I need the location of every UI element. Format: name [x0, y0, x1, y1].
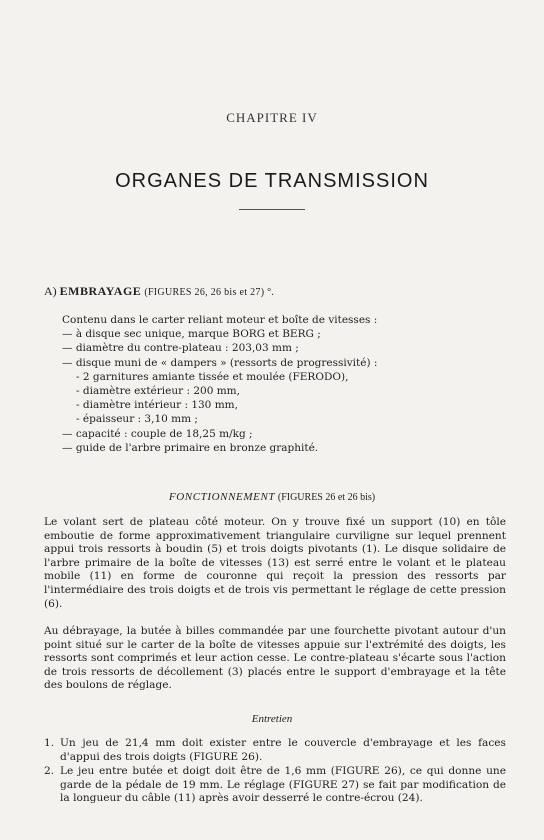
paragraph: Le volant sert de plateau côté moteur. On y trouve fixé un support (10) en tôle emboutie de forme approximativement triangulaire curviligne sur lequel prennent appui trois ressorts à boudin (5) et trois doigts pivotants (1). Le disque solidaire de l'arbre primaire de la boîte de vitesses (13) est serré entre le volant et le plateau mobile (11) en forme de couronne qui reçoit la pression des ressorts par l'intermédiaire des trois doigts et de trois vis permettant le réglage de cette pression (6).: [44, 516, 506, 610]
section-ref: (FIGURES 26, 26 bis et 27) °.: [144, 287, 275, 298]
list-text: Un jeu de 21,4 mm doit exister entre le couvercle d'embrayage et les faces d'appui des trois doigts (FIGURE 26).: [60, 737, 506, 763]
entretien-heading: Entretien: [251, 713, 293, 725]
spec-subline: - épaisseur : 3,10 mm ;: [76, 413, 198, 426]
section-name: EMBRAYAGE: [59, 284, 142, 298]
list-item: [44, 737, 506, 764]
page-title: ORGANES DE TRANSMISSION: [115, 170, 429, 192]
list-number: 1.: [44, 737, 55, 749]
entretien-list: [44, 737, 506, 807]
title-rule: [239, 209, 305, 210]
spec-line: — diamètre du contre-plateau : 203,03 mm ;: [62, 342, 299, 355]
section-prefix: A): [44, 284, 57, 298]
spec-list: [62, 313, 522, 455]
fonctionnement-heading: [0, 491, 544, 503]
spec-line: Contenu dans le carter reliant moteur et boîte de vitesses :: [62, 314, 378, 326]
list-number: 2.: [44, 765, 55, 778]
paragraph: Au débrayage, la butée à billes commandée par une fourchette pivotant autour d'un point situé sur le carter de la boîte de vitesses appuie sur l'extrémité des doigts, les ressorts sont comprimés et leur action cesse. Le contre-plateau s'écarte sous l'action de trois ressorts de décollement (3) placés entre le support d'embrayage et la tête des boulons de réglage.: [44, 625, 506, 692]
spec-line: — capacité : couple de 18,25 m/kg ;: [62, 427, 253, 440]
spec-line: — disque muni de « dampers » (ressorts de progressivité) :: [62, 356, 378, 369]
spec-line: — à disque sec unique, marque BORG et BERG ;: [62, 328, 321, 341]
list-item: [44, 765, 506, 806]
spec-subline: - 2 garnitures amiante tissée et moulée (FERODO),: [76, 370, 349, 383]
spec-line: — guide de l'arbre primaire en bronze graphité.: [62, 441, 319, 454]
spec-subline: - diamètre intérieur : 130 mm,: [76, 399, 238, 412]
section-heading: [44, 284, 274, 299]
fonctionnement-title: FONCTIONNEMENT: [168, 491, 276, 503]
spec-subline: - diamètre extérieur : 200 mm,: [76, 385, 240, 398]
list-text: Le jeu entre butée et doigt doit être de 1,6 mm (FIGURE 26), ce qui donne une garde de la pédale de 19 mm. Le réglage (FIGURE 27) se fait par modification de la longueur du câble (11) après avoir desserré le contre-écrou (24).: [60, 765, 506, 805]
fonctionnement-ref: (FIGURES 26 et 26 bis): [277, 492, 376, 503]
chapter-heading: CHAPITRE IV: [226, 110, 318, 125]
